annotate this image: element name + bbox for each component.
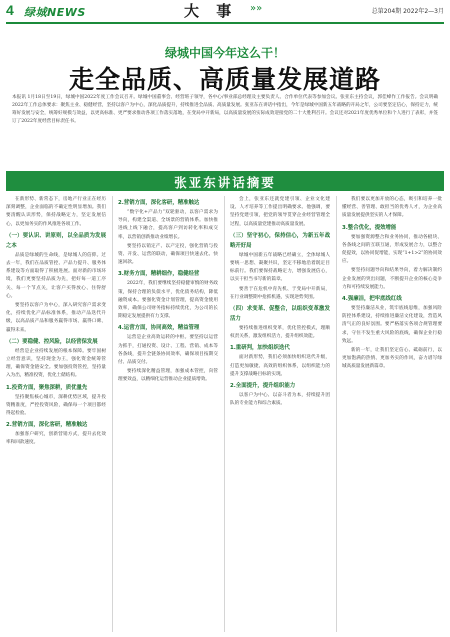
body-paragraph: 要持续深化精益管理，加强成本管控，向管理要效益，以精细化运营推动企业提质增效。 [118,369,218,383]
chevron-right-icon: »» [250,3,263,14]
body-paragraph: 要坚持以销定产、以产定投，强化营销与投资、开发、运营的联动，确保项目快速去化、快速回款。 [118,243,218,266]
masthead-divider [6,22,444,24]
page-number: 4 [6,2,14,18]
body-paragraph: 要善于在危机中育先机、于变局中开新局，在行业调整期中抢抓机遇，实现逆势突围。 [230,286,330,300]
body-paragraph: 经营是企业持续发展的根本保障。要牢固树立经营意识，坚持现金为王，强化资金统筹管理，确保资金链安全。要加强投资管控，坚持量入为出，精准投资，优化土储结构。 [6,348,106,379]
section-subheading: 1.投资方面，聚焦深耕，质优量先 [6,384,88,391]
column-divider [224,196,225,632]
section-subheading: （三）坚守初心，保持信心，为新五年战略开好局 [230,232,330,249]
masthead [0,0,450,22]
body-column-1 [6,196,106,632]
brand-logo: 绿城NEWS [24,6,86,19]
body-paragraph: 运营是企业高效运转的中枢。要坚持以运营为抓手，打通投资、设计、工程、营销、成本等各条线，提升全链条协同效率，确保项目按期交付、品质交付。 [118,335,218,366]
article-headline: 走全品质、高质量发展道路 [68,65,381,94]
body-paragraph: 要坚持问题导向和结果导向，着力解决制约企业发展的突出问题，不断提升企业的核心竞争力和可持续发展能力。 [342,268,442,290]
section-subheading: （四）求变革、促整合，以组织变革激发活力 [230,306,330,323]
body-paragraph: 要坚持以客户为中心，深入研究客户需求变化，持续优化产品标准体系，推动产品迭代升级，以高品质产品和服务赢得市场、赢得口碑、赢得未来。 [6,303,106,333]
section-subheading: 3.整合优化，提效增能 [342,224,397,231]
body-paragraph: 绿城中国新五年战略已经确立，全体绿城人要统一思想、凝聚共识，坚定不移地沿着既定目标前行。我们要保持战略定力，增强发展信心，以实干担当书写新的篇章。 [230,252,330,283]
body-paragraph: 会上，张亚东还就党建引领、企业文化建设、人才培养等工作提出明确要求。他强调，要坚持党建引领，把党的领导贯穿企业经营管理全过程，以高质量党建推动高质量发展。 [230,197,330,227]
body-paragraph: 坚持聚焦核心城市，深耕优势区域，提升投资精准度，严控投资风险，确保每一个项目都经得起检验。 [6,394,106,417]
body-paragraph: 要持续推进组织变革，优化管控模式，理顺权责关系，激发组织活力，提升组织效能。 [230,326,330,340]
body-paragraph: “数字化+产品力”双轮驱动，以客户需求为导向，构建全渠道、全场景的营销体系。加快推进线上线下融合，提高客户到访转化率和成交率，以营销创新推动业绩增长。 [118,210,218,240]
column-divider [336,196,337,632]
section-subheading: （二）要稳健、控风险，以经营保发展 [6,338,98,345]
article-kicker: 绿城中国今年这么干！ [164,46,285,60]
section-subheading: 2.全面提升，提升组织能力 [230,383,296,390]
body-paragraph: 加强客户研究，创新营销方式，提升去化效率和回款速度。 [6,432,106,446]
article-body [6,196,444,632]
speech-banner [6,171,444,191]
body-paragraph: 面对新形势，我们必须加快组织迭代升级，打造更加敏捷、高效的组织体系，以组织能力的提升支撑战略目标的实现。 [230,355,330,377]
article-lede: 本报讯 1月18日至19日，绿城中国2022年度工作会议召开。绿城中国董事会、经营班子领导，各中心/事业部总经理及主要负责人、合作单位代表等参加会议。张亚东主持会议，郭佳峰作工作报告。会议明确2022年工作总体要求：聚焦主业、稳健经营，坚持以客户为中心，深化品质提升，持续推进全品质、高质量发展。张亚东在讲话中指出，今年是绿城中国新五年战略的开局之年，公司要坚定信心，保持定力，统筹好发展与安全，统筹好规模与效益，以更高标准、更严要求推动各项工作落实落地，在变局中开新局，以高质量发展的实际成效迎接党的二十大胜利召开。会议还对2021年度优秀单位和个人进行了表彰，并签订了2022年度经营目标责任书。 [12,95,438,124]
speech-banner-title: 张亚东讲话摘要 [174,175,276,190]
body-column-3 [230,196,330,632]
body-paragraph: 要坚持廉洁从业，筑牢底线思维，加强风险防控体系建设，持续推进廉洁文化建设，营造风清气正的良好氛围。要严格落实各项合规管理要求，守住不发生重大风险的底线，确保企业行稳致远。 [342,306,442,344]
body-paragraph: 品质是绿城的生命线，是绿城人的信仰。过去一年，我们在品质管控、产品力提升、服务体系建设等方面取得了积极进展。面对新的市场环境，我们更要坚持品质为先，把好每一道工序关、每一个节点关，让客户买得放心、住得舒心。 [6,252,106,299]
body-paragraph: 以客户为中心、以奋斗者为本，持续提升团队的专业能力和综合素质。 [230,393,330,407]
section-subheading: 1.重研判，加快组织迭代 [230,345,290,352]
body-paragraph: 要加强资源整合和业务协同，推动各板块、各条线之间的互联互通，形成发展合力，以整合促提效，以协同促增能，实现“1+1>2”的协同效应。 [342,234,442,265]
section-subheading: 2.营销方面，深化客研，精准触达 [118,200,200,206]
body-column-2 [118,196,218,632]
section-subheading: 4.运营方面，协同高效，精益管理 [118,325,200,332]
section-subheading: 2.营销方面，深化客研，精准触达 [6,422,88,429]
body-paragraph: 在新形势、新常态下，房地产行业正在经历深刻调整，企业面临的不确定性明显增加。我们要清醒认识形势，保持战略定力，坚定发展信心，以更加务实的作风推进各项工作。 [6,197,106,227]
body-paragraph: 新的一年，让我们坚定信心、砥砺前行，以更加饱满的热情、更加务实的作风，奋力谱写绿城高质量发展新篇章。 [342,348,442,370]
column-divider [112,196,113,632]
section-subheading: 3.财务方面，精耕细作，稳健经营 [118,271,200,278]
body-column-4 [342,196,442,632]
section-title: 大 事 [184,2,238,20]
body-paragraph: 我们要以更加开放的心态，吸引和培养一批懂经营、善管理、敢担当的优秀人才，为企业高质量发展提供坚实的人才保障。 [342,197,442,219]
issue-info: 总第204期 2022年2—3月 [371,8,444,15]
section-subheading: （一）要认识、讲原则，以全品质为发展之本 [6,232,106,249]
body-paragraph: 2022年，我们要继续坚持稳健审慎的财务政策，保持合理的负债水平，优化债务结构，降低融资成本。要强化资金计划管理，提高资金使用效率，确保公司财务指标持续优化，为公司的长期稳定发展提供有力支撑。 [118,281,218,320]
section-subheading: 4.强廉洁，把牢底线红线 [342,296,402,303]
